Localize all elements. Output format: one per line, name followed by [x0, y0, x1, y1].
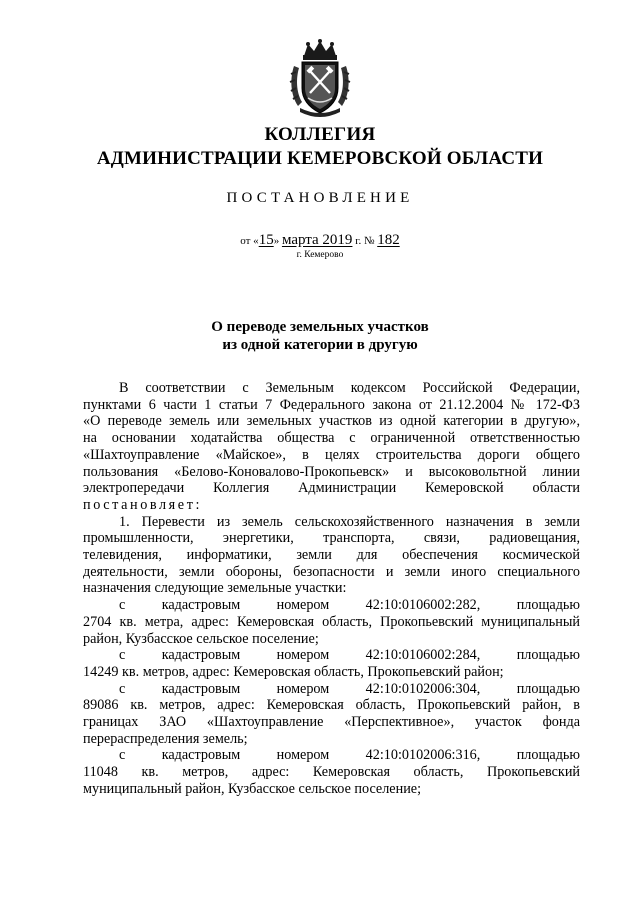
- plot-line: 2704 кв. метра, адрес: Кемеровская область, Прокопьевский муниципальный: [83, 613, 580, 630]
- body-line: 1. Перевести из земель сельскохозяйственного назначения в земли: [119, 513, 580, 530]
- city: г. Кемерово: [296, 250, 344, 260]
- body-line: на основании ходатайства общества с ограниченной ответственностью: [83, 430, 580, 447]
- plot-line: 89086 кв. метров, адрес: Кемеровская область, Прокопьевский район, в: [83, 697, 580, 714]
- document-type: ПОСТАНОВЛЕНИЕ: [226, 190, 414, 206]
- subject-line: из одной категории в другую: [222, 337, 418, 353]
- date-line: [0, 232, 640, 249]
- plot-line: границах ЗАО «Шахтоуправление «Перспективное», участок фонда: [83, 714, 580, 731]
- plot-line: муниципальный район, Кузбасское сельское поселение;: [83, 780, 422, 797]
- organization-title: КОЛЛЕГИЯ: [264, 124, 376, 145]
- date-prefix: от «: [240, 235, 259, 247]
- body-line: промышленности, энергетики, транспорта, связи, радиовещания,: [83, 530, 580, 547]
- date-sep: »: [273, 235, 280, 247]
- body-line: деятельности, земли обороны, безопасности и земли иного специального: [83, 563, 580, 580]
- document-body: [83, 380, 580, 798]
- plot-line: перераспределения земель;: [83, 730, 248, 747]
- body-line: телевидения, информатики, земли для обеспечения космической: [83, 547, 580, 564]
- plot-line: с кадастровым номером 42:10:0106002:284, площадью: [119, 647, 580, 664]
- plot-line: с кадастровым номером 42:10:0102006:304, площадью: [119, 680, 580, 697]
- document-number: 182: [377, 232, 400, 248]
- body-line: назначения следующие земельные участки:: [83, 580, 347, 597]
- plot-line: 14249 кв. метров, адрес: Кемеровская область, Прокопьевский район;: [83, 663, 504, 680]
- plot-line: 11048 кв. метров, адрес: Кемеровская область, Прокопьевский: [83, 764, 580, 781]
- document-subject: [0, 318, 640, 354]
- coat-of-arms-icon: [288, 38, 352, 118]
- subject-line: О переводе земельных участков: [211, 319, 429, 335]
- date-year-suffix: г.: [355, 235, 362, 247]
- plot-line: с кадастровым номером 42:10:0102006:316, площадью: [119, 747, 580, 764]
- date-day: 15: [258, 232, 274, 248]
- body-line: «О переводе земель или земельных участков из одной категории в другую»,: [83, 413, 580, 430]
- body-line: «Шахтоуправление «Майское», в целях строительства дороги общего: [83, 446, 580, 463]
- body-line: В соответствии с Земельным кодексом Российской Федерации,: [119, 380, 580, 396]
- body-line: электропередачи Коллегия Администрации Кемеровской области: [83, 480, 580, 497]
- date-month-year: марта 2019: [281, 232, 353, 248]
- resolves-word: постановляет:: [83, 496, 203, 513]
- body-line: пунктами 6 части 1 статьи 7 Федерального закона от 21.12.2004 № 172-ФЗ: [83, 396, 580, 413]
- plot-line: с кадастровым номером 42:10:0106002:282, площадью: [119, 597, 580, 614]
- body-line: пользования «Белово-Коновалово-Прокопьевск» и высоковольтной линии: [83, 463, 580, 480]
- organization-subtitle: АДМИНИСТРАЦИИ КЕМЕРОВСКОЙ ОБЛАСТИ: [96, 148, 544, 169]
- number-label: №: [363, 235, 375, 247]
- plot-line: район, Кузбасское сельское поселение;: [83, 630, 319, 647]
- resolves-line: [83, 497, 580, 514]
